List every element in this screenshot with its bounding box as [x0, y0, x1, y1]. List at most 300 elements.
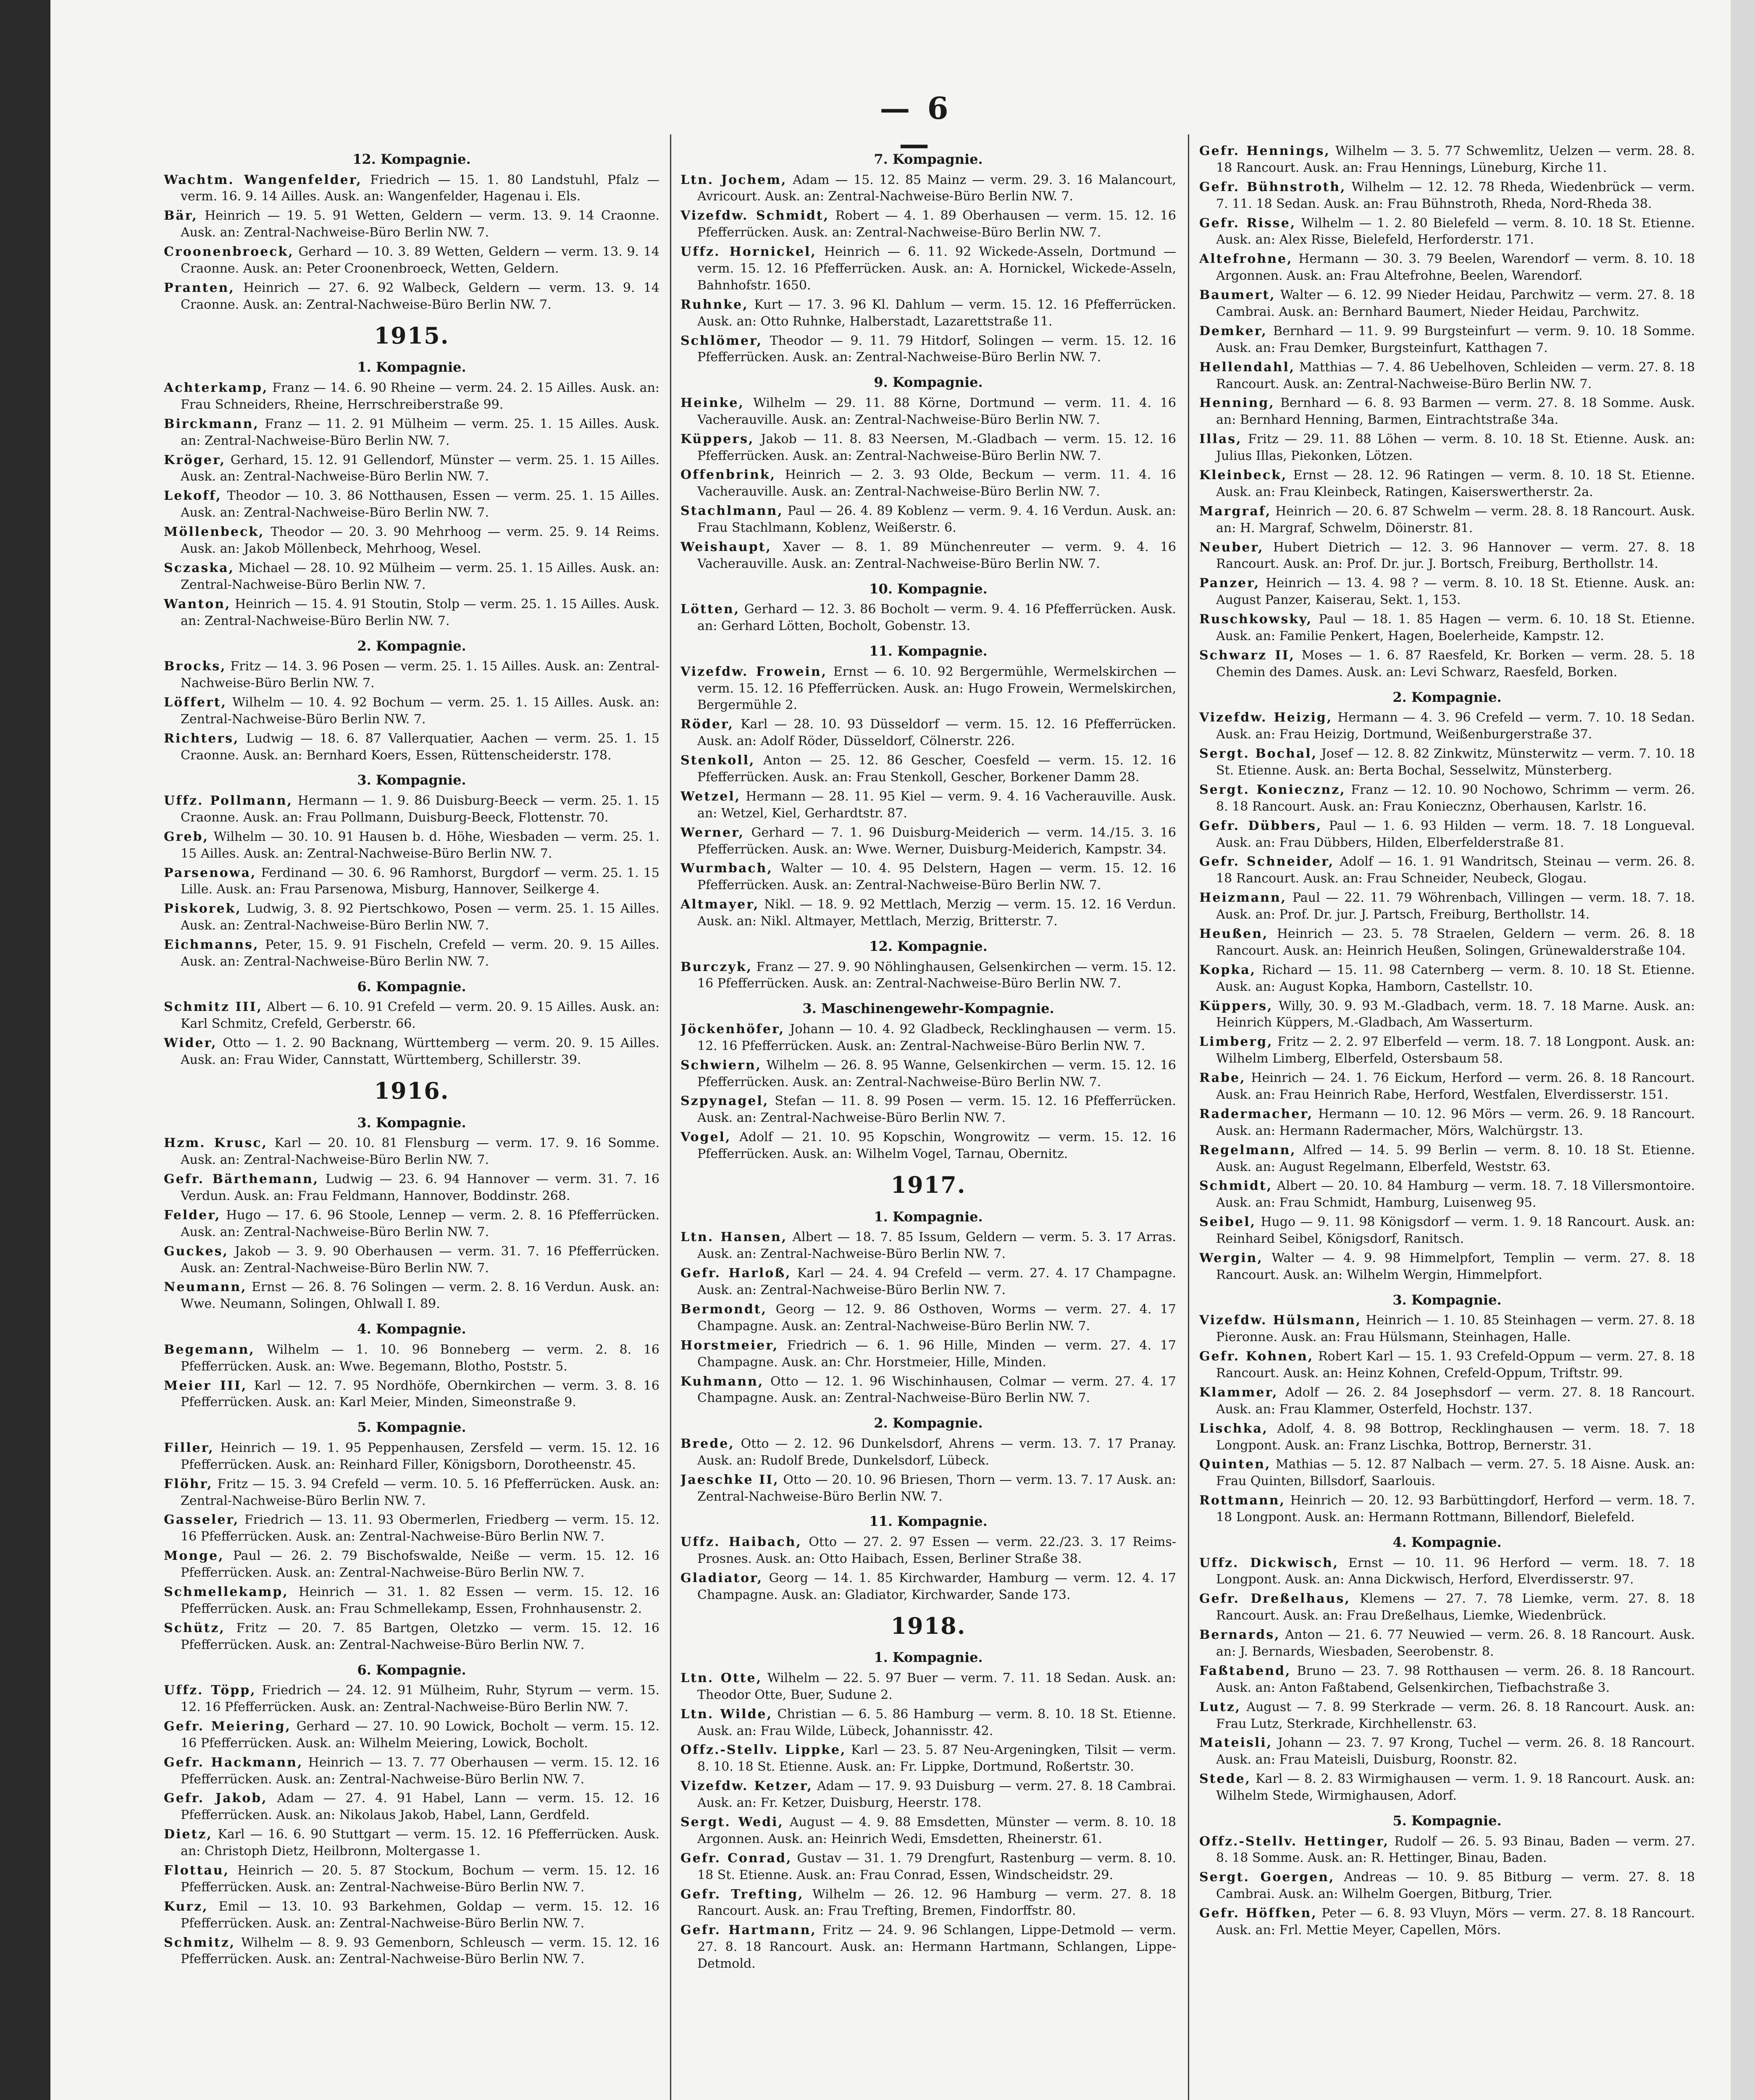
casualty-entry — [680, 1436, 1176, 1469]
casualty-entry — [164, 452, 659, 486]
entry-name: Altmayer, — [680, 897, 759, 912]
entry-details: Emil — 13. 10. 93 Barkehmen, Goldap — verm. 15. 12. 16 Pfefferrücken. Ausk. an: Zentral-Nachweise-Büro Berlin NW. 7. — [181, 1899, 659, 1931]
casualty-entry — [164, 1512, 659, 1545]
casualty-entry — [164, 1243, 659, 1277]
entry-name: Hellendahl, — [1199, 360, 1295, 375]
year-heading: 1915. — [374, 322, 449, 349]
entry-name: Lischka, — [1199, 1421, 1269, 1436]
entry-name: Löffert, — [164, 695, 227, 710]
entry-name: Gefr. Jakob, — [164, 1791, 268, 1806]
entry-details: Christian — 6. 5. 86 Hamburg — verm. 8. 10. 18 St. Etienne. Ausk. an: Frau Wilde, Lübeck, Johannisstr. 42. — [697, 1706, 1176, 1738]
casualty-entry — [1199, 926, 1695, 959]
entry-details: Heinrich — 23. 5. 78 Straelen, Geldern — verm. 26. 8. 18 Rancourt. Ausk. an: Heinrich Heußen, Solingen, Grünewalderstraße 104. — [1216, 926, 1695, 958]
entry-name: Wergin, — [1199, 1250, 1263, 1265]
company-heading: 11. Kompagnie. — [869, 1513, 988, 1530]
entry-name: Gefr. Harloß, — [680, 1266, 791, 1281]
casualty-entry — [680, 1850, 1176, 1884]
company-heading: 10. Kompagnie. — [869, 580, 988, 597]
casualty-entry — [1199, 575, 1695, 609]
entry-details: Fritz — 24. 9. 96 Schlangen, Lippe-Detmold — verm. 27. 8. 18 Rancourt. Ausk. an: Hermann Hartmann, Schlangen, Lippe-Detmold. — [697, 1923, 1176, 1971]
entry-details: Gerhard, 15. 12. 91 Gellendorf, Münster — verm. 25. 1. 15 Ailles. Ausk. an: Zentral-Nachweise-Büro Berlin NW. 7. — [181, 452, 659, 484]
casualty-entry — [164, 1862, 659, 1896]
casualty-entry — [164, 1207, 659, 1241]
entry-details: Otto — 2. 12. 96 Dunkelsdorf, Ahrens — verm. 13. 7. 17 Pranay. Ausk. an: Rudolf Brede, Dunkelsdorf, Lübeck. — [697, 1436, 1176, 1468]
casualty-entry — [680, 172, 1176, 205]
entry-name: Uffz. Hornickel, — [680, 244, 817, 260]
casualty-entry — [164, 694, 659, 728]
casualty-entry — [680, 896, 1176, 930]
casualty-entry — [1199, 1312, 1695, 1346]
casualty-entry — [1199, 1627, 1695, 1660]
entry-name: Croonenbroeck, — [164, 244, 294, 260]
entry-name: Kuhmann, — [680, 1374, 764, 1389]
company-heading: 1. Kompagnie. — [357, 359, 466, 375]
entry-name: Gefr. Bärthemann, — [164, 1172, 319, 1187]
casualty-entry — [680, 1057, 1176, 1091]
entry-details: Wilhelm — 1. 10. 96 Bonneberg — verm. 2. 8. 16 Pfefferrücken. Ausk. an: Wwe. Begemann, Blotho, Poststr. 5. — [181, 1342, 659, 1374]
text-column-1 — [164, 143, 659, 2100]
casualty-entry — [1199, 1384, 1695, 1418]
entry-name: Sergt. Bochal, — [1199, 746, 1318, 761]
casualty-entry — [164, 1440, 659, 1473]
entry-name: Brocks, — [164, 659, 226, 674]
entry-name: Birckmann, — [164, 416, 259, 431]
entry-name: Altefrohne, — [1199, 252, 1293, 267]
casualty-entry — [680, 1229, 1176, 1263]
entry-name: Uffz. Dickwisch, — [1199, 1555, 1339, 1570]
casualty-entry — [164, 1682, 659, 1716]
entry-details: Johann — 23. 7. 97 Krong, Tuchel — verm. 26. 8. 18 Rancourt. Ausk. an: Frau Mateisli, Duisburg, Roonstr. 82. — [1216, 1735, 1695, 1767]
casualty-entry — [164, 900, 659, 934]
casualty-entry — [164, 1718, 659, 1752]
entry-name: Gefr. Hartmann, — [680, 1923, 817, 1938]
entry-details: Fritz — 29. 11. 88 Löhen — verm. 8. 10. 18 St. Etienne. Ausk. an: Julius Illas, Piekonken, Lötzen. — [1216, 432, 1695, 464]
entry-details: Walter — 6. 12. 99 Nieder Heidau, Parchwitz — verm. 27. 8. 18 Cambrai. Ausk. an: Bernhard Baumert, Nieder Heidau, Parchwitz. — [1216, 288, 1695, 320]
casualty-entry — [1199, 539, 1695, 573]
entry-details: Karl — 28. 10. 93 Düsseldorf — verm. 15. 12. 16 Pfefferrücken. Ausk. an: Adolf Röder, Düsseldorf, Cölnerstr. 226. — [697, 717, 1176, 749]
entry-name: Lekoff, — [164, 488, 222, 504]
casualty-entry — [680, 1922, 1176, 1972]
casualty-entry — [164, 999, 659, 1032]
entry-details: Hermann — 4. 3. 96 Crefeld — verm. 7. 10. 18 Sedan. Ausk. an: Frau Heizig, Dortmund, Weißenburgerstraße 37. — [1216, 710, 1695, 742]
entry-details: Friedrich — 24. 12. 91 Mülheim, Ruhr, Styrum — verm. 15. 12. 16 Pfefferrücken. Ausk. an: Zentral-Nachweise-Büro Berlin NW. 7. — [181, 1683, 659, 1714]
entry-details: Matthias — 7. 4. 86 Uebelhoven, Schleiden — verm. 27. 8. 18 Rancourt. Ausk. an: Zentral-Nachweise-Büro Berlin NW. 7. — [1216, 360, 1695, 391]
entry-name: Vizefdw. Ketzer, — [680, 1779, 813, 1794]
casualty-entry — [680, 788, 1176, 822]
casualty-entry — [680, 1778, 1176, 1811]
casualty-entry — [680, 824, 1176, 858]
entry-name: Radermacher, — [1199, 1106, 1314, 1121]
company-heading: 1. Kompagnie. — [874, 1649, 983, 1666]
column-divider — [670, 134, 671, 2100]
entry-details: Heinrich — 15. 4. 91 Stoutin, Stolp — verm. 25. 1. 15 Ailles. Ausk. an: Zentral-Nachweise-Büro Berlin NW. 7. — [181, 596, 659, 628]
entry-name: Uffz. Haibach, — [680, 1534, 802, 1549]
casualty-entry — [680, 207, 1176, 241]
entry-details: Klemens — 27. 7. 78 Liemke, verm. 27. 8. 18 Rancourt. Ausk. an: Frau Dreßelhaus, Liemke, Wiedenbrück. — [1216, 1591, 1695, 1623]
entry-name: Gefr. Kohnen, — [1199, 1349, 1314, 1364]
entry-name: Szpynagel, — [680, 1094, 769, 1109]
entry-details: August — 4. 9. 88 Emsdetten, Münster — verm. 8. 10. 18 Argonnen. Ausk. an: Heinrich Wedi, Emsdetten, Rheinerstr. 61. — [697, 1815, 1176, 1846]
entry-name: Filler, — [164, 1440, 214, 1455]
entry-details: Karl — 24. 4. 94 Crefeld — verm. 27. 4. 17 Champagne. Ausk. an: Zentral-Nachweise-Büro Berlin NW. 7. — [697, 1266, 1176, 1298]
entry-details: Willy, 30. 9. 93 M.-Gladbach, verm. 18. 7. 18 Marne. Ausk. an: Heinrich Küppers, M.-Gladbach, Am Wasserturm. — [1216, 998, 1695, 1030]
entry-name: Heinke, — [680, 395, 744, 410]
entry-name: Sergt. Goergen, — [1199, 1870, 1335, 1885]
casualty-entry — [1199, 1591, 1695, 1624]
entry-name: Guckes, — [164, 1244, 229, 1259]
entry-name: Bär, — [164, 208, 198, 223]
casualty-entry — [1199, 143, 1695, 176]
entry-name: Margraf, — [1199, 504, 1272, 519]
casualty-entry — [1199, 359, 1695, 393]
entry-name: Rottmann, — [1199, 1493, 1285, 1508]
entry-name: Gladiator, — [680, 1570, 763, 1586]
entry-name: Felder, — [164, 1208, 221, 1223]
entry-name: Baumert, — [1199, 288, 1276, 303]
entry-name: Möllenbeck, — [164, 525, 265, 540]
entry-details: Bernhard — 6. 8. 93 Barmen — verm. 27. 8. 18 Somme. Ausk. an: Bernhard Henning, Barmen, Eintrachtstraße 34a. — [1216, 396, 1695, 428]
casualty-entry — [680, 1301, 1176, 1335]
casualty-entry — [1199, 287, 1695, 320]
entry-name: Neumann, — [164, 1280, 247, 1295]
entry-name: Quinten, — [1199, 1457, 1271, 1472]
entry-details: Wilhelm — 29. 11. 88 Körne, Dortmund — verm. 11. 4. 16 Vacherauville. Ausk. an: Zentral-Nachweise-Büro Berlin NW. 7. — [697, 395, 1176, 427]
entry-details: Heinrich — 31. 1. 82 Essen — verm. 15. 12. 16 Pfefferrücken. Ausk. an: Frau Schmellekamp, Essen, Frohnhausenstr. 2. — [181, 1585, 659, 1616]
casualty-entry — [164, 1754, 659, 1788]
entry-name: Gefr. Hackmann, — [164, 1755, 303, 1770]
entry-name: Piskorek, — [164, 901, 242, 916]
casualty-entry — [680, 1129, 1176, 1163]
entry-name: Sczaska, — [164, 560, 234, 575]
casualty-entry — [680, 959, 1176, 992]
entry-name: Achterkamp, — [164, 381, 268, 396]
entry-details: Rudolf — 26. 5. 93 Binau, Baden — verm. 27. 8. 18 Somme. Ausk. an: R. Hettinger, Binau, Baden. — [1216, 1834, 1695, 1866]
entry-name: Gefr. Risse, — [1199, 215, 1296, 231]
entry-name: Gefr. Bühnstroth, — [1199, 179, 1346, 194]
company-heading: 12. Kompagnie. — [352, 151, 471, 167]
entry-details: Otto — 12. 1. 96 Wischinhausen, Colmar — verm. 27. 4. 17 Champagne. Ausk. an: Zentral-Nachweise-Büro Berlin NW. 7. — [697, 1374, 1176, 1406]
entry-details: Wilhelm — 30. 10. 91 Hausen b. d. Höhe, Wiesbaden — verm. 25. 1. 15 Ailles. Ausk. an: Zentral-Nachweise-Büro Berlin NW. 7. — [181, 829, 659, 861]
entry-details: Ferdinand — 30. 6. 96 Ramhorst, Burgdorf — verm. 25. 1. 15 Lille. Ausk. an: Frau Parsenowa, Misburg, Hannover, Seilkerge 4. — [181, 865, 659, 897]
entry-details: Hugo — 17. 6. 96 Stoole, Lennep — verm. 2. 8. 16 Pfefferrücken. Ausk. an: Zentral-Nachweise-Büro Berlin NW. 7. — [181, 1208, 659, 1239]
entry-details: Franz — 14. 6. 90 Rheine — verm. 24. 2. 15 Ailles. Ausk. an: Frau Schneiders, Rheine, Herrschreiberstraße 99. — [181, 381, 659, 412]
entry-details: Gerhard — 12. 3. 86 Bocholt — verm. 9. 4. 16 Pfefferrücken. Ausk. an: Gerhard Lötten, Bocholt, Gobenstr. 13. — [697, 602, 1176, 634]
casualty-entry — [1199, 890, 1695, 923]
column-divider — [1188, 134, 1189, 2100]
entry-name: Stachlmann, — [680, 504, 783, 519]
entry-details: Heinrich — 1. 10. 85 Steinhagen — verm. 27. 8. 18 Pieronne. Ausk. an: Frau Hülsmann, Steinhagen, Halle. — [1216, 1313, 1695, 1345]
company-heading: 3. Kompagnie. — [357, 772, 466, 788]
casualty-entry — [680, 1337, 1176, 1371]
entry-name: Gefr. Höffken, — [1199, 1906, 1317, 1921]
casualty-entry — [164, 829, 659, 862]
casualty-entry — [1199, 709, 1695, 743]
entry-details: Ernst — 10. 11. 96 Herford — verm. 18. 7. 18 Longpont. Ausk. an: Anna Dickwisch, Herford, Elverdisserstr. 97. — [1216, 1555, 1695, 1587]
entry-details: Mathias — 5. 12. 87 Nalbach — verm. 27. 5. 18 Aisne. Ausk. an: Frau Quinten, Billsdorf, Saarlouis. — [1216, 1457, 1695, 1489]
year-heading: 1918. — [891, 1612, 966, 1639]
casualty-entry — [680, 716, 1176, 750]
entry-name: Kröger, — [164, 452, 226, 467]
entry-name: Jaeschke II, — [680, 1472, 779, 1487]
entry-name: Offz.-Stellv. Hettinger, — [1199, 1834, 1390, 1849]
company-heading: 1. Kompagnie. — [874, 1208, 983, 1225]
entry-details: Bruno — 23. 7. 98 Rotthausen — verm. 26. 8. 18 Rancourt. Ausk. an: Anton Faßtabend, Gelsenkirchen, Tiefbachstraße 3. — [1216, 1663, 1695, 1695]
casualty-entry — [1199, 647, 1695, 681]
casualty-entry — [680, 752, 1176, 786]
casualty-entry — [164, 1171, 659, 1205]
casualty-entry — [680, 539, 1176, 572]
entry-name: Schwarz II, — [1199, 648, 1295, 663]
entry-details: Jakob — 3. 9. 90 Oberhausen — verm. 31. 7. 16 Pfefferrücken. Ausk. an: Zentral-Nachweise-Büro Berlin NW. 7. — [181, 1244, 659, 1276]
entry-name: Kurz, — [164, 1899, 208, 1914]
entry-name: Rabe, — [1199, 1071, 1246, 1086]
entry-name: Vizefdw. Hülsmann, — [1199, 1313, 1362, 1328]
entry-name: Lötten, — [680, 602, 740, 617]
entry-name: Wurmbach, — [680, 861, 773, 876]
entry-details: Heinrich — 20. 12. 93 Barbüttingdorf, Herford — verm. 18. 7. 18 Longpont. Ausk. an: Hermann Rottmann, Billendorf, Bielefeld. — [1216, 1493, 1695, 1525]
entry-details: Ernst — 6. 10. 92 Bergermühle, Wermelskirchen — verm. 15. 12. 16 Pfefferrücken. Ausk. an: Hugo Frowein, Wermelskirchen, Bergermühle 2. — [697, 664, 1176, 713]
casualty-entry — [1199, 1142, 1695, 1176]
entry-name: Brede, — [680, 1436, 735, 1451]
casualty-entry — [164, 380, 659, 413]
casualty-entry — [680, 1472, 1176, 1505]
casualty-entry — [164, 244, 659, 277]
entry-name: Gefr. Conrad, — [680, 1851, 792, 1866]
entry-name: Ruschkowsky, — [1199, 612, 1313, 627]
casualty-entry — [680, 395, 1176, 428]
entry-details: Wilhelm — 26. 8. 95 Wanne, Gelsenkirchen — verm. 15. 12. 16 Pfefferrücken. Ausk. an: Zentral-Nachweise-Büro Berlin NW. 7. — [697, 1058, 1176, 1089]
entry-name: Wider, — [164, 1036, 217, 1051]
entry-name: Bermondt, — [680, 1302, 767, 1317]
casualty-entry — [1199, 323, 1695, 357]
entry-name: Schütz, — [164, 1620, 225, 1635]
entry-details: Hugo — 9. 11. 98 Königsdorf — verm. 1. 9. 18 Rancourt. Ausk. an: Reinhard Seibel, Königsdorf, Ranitsch. — [1216, 1215, 1695, 1247]
entry-details: Theodor — 20. 3. 90 Mehrhoog — verm. 25. 9. 14 Reims. Ausk. an: Jakob Möllenbeck, Mehrhoog, Wesel. — [181, 525, 659, 556]
entry-details: Karl — 16. 6. 90 Stuttgart — verm. 15. 12. 16 Pfefferrücken. Ausk. an: Christoph Dietz, Heilbronn, Moltergasse 1. — [181, 1827, 659, 1859]
entry-name: Vizefdw. Schmidt, — [680, 208, 830, 223]
casualty-entry — [680, 1670, 1176, 1704]
casualty-entry — [680, 1093, 1176, 1126]
entry-name: Schmitz, — [164, 1935, 236, 1950]
casualty-entry — [1199, 1178, 1695, 1211]
entry-details: Adolf — 21. 10. 95 Kopschin, Wongrowitz — verm. 15. 12. 16 Pfefferrücken. Ausk. an: Wilhelm Vogel, Tarnau, Obernitz. — [697, 1130, 1176, 1162]
company-heading: 2. Kompagnie. — [874, 1415, 983, 1431]
casualty-entry — [680, 1021, 1176, 1055]
entry-details: Otto — 27. 2. 97 Essen — verm. 22./23. 3. 17 Reims-Prosnes. Ausk. an: Otto Haibach, Essen, Berliner Straße 38. — [697, 1534, 1176, 1566]
company-heading: 3. Kompagnie. — [1392, 1292, 1502, 1308]
casualty-entry — [1199, 431, 1695, 465]
entry-name: Schwiern, — [680, 1058, 762, 1073]
entry-name: Weishaupt, — [680, 540, 772, 555]
entry-name: Vizefdw. Frowein, — [680, 664, 828, 679]
casualty-entry — [164, 1620, 659, 1654]
casualty-entry — [1199, 1106, 1695, 1139]
entry-details: Otto — 20. 10. 96 Briesen, Thorn — verm. 13. 7. 17 Ausk. an: Zentral-Nachweise-Büro Berlin NW. 7. — [697, 1472, 1176, 1504]
entry-details: Franz — 12. 10. 90 Nochowo, Schrimm — verm. 26. 8. 18 Rancourt. Ausk. an: Frau Koniecznz, Oberhausen, Karlstr. 16. — [1216, 782, 1695, 814]
casualty-entry — [164, 1548, 659, 1581]
casualty-entry — [1199, 1070, 1695, 1103]
entry-name: Eichmanns, — [164, 937, 259, 953]
entry-name: Wanton, — [164, 596, 231, 612]
entry-details: Ernst — 26. 8. 76 Solingen — verm. 2. 8. 16 Verdun. Ausk. an: Wwe. Neumann, Solingen, Ohlwall I. 89. — [181, 1280, 659, 1312]
entry-name: Uffz. Pollmann, — [164, 793, 293, 808]
entry-details: Heinrich — 2. 3. 93 Olde, Beckum — verm. 11. 4. 16 Vacherauville. Ausk. an: Zentral-Nachweise-Büro Berlin NW. 7. — [697, 467, 1176, 499]
entry-name: Ltn. Wilde, — [680, 1706, 773, 1722]
casualty-entry — [1199, 215, 1695, 249]
casualty-entry — [1199, 251, 1695, 284]
casualty-entry — [1199, 1348, 1695, 1382]
casualty-entry — [1199, 853, 1695, 887]
entry-details: Paul — 26. 4. 89 Koblenz — verm. 9. 4. 16 Verdun. Ausk. an: Frau Stachlmann, Koblenz, Weißerstr. 6. — [697, 504, 1176, 536]
entry-details: Peter — 6. 8. 93 Vluyn, Mörs — verm. 27. 8. 18 Rancourt. Ausk. an: Frl. Mettie Meyer, Capellen, Mörs. — [1216, 1906, 1695, 1938]
casualty-entry — [164, 1790, 659, 1824]
casualty-entry — [164, 1378, 659, 1411]
entry-details: Karl — 23. 5. 87 Neu-Argeningken, Tilsit — verm. 8. 10. 18 St. Etienne. Ausk. an: Fr. Lippke, Dortmund, Roßertstr. 30. — [697, 1743, 1176, 1774]
casualty-entry — [680, 1886, 1176, 1920]
entry-details: Ernst — 28. 12. 96 Ratingen — verm. 8. 10. 18 St. Etienne. Ausk. an: Frau Kleinbeck, Ratingen, Kaiserswertherstr. 2a. — [1216, 468, 1695, 499]
entry-name: Begemann, — [164, 1342, 255, 1357]
entry-name: Hzm. Krusc, — [164, 1136, 268, 1151]
casualty-entry — [1199, 467, 1695, 501]
entry-details: Gerhard — 10. 3. 89 Wetten, Geldern — verm. 13. 9. 14 Craonne. Ausk. an: Peter Croonenbroeck, Wetten, Geldern. — [181, 244, 659, 276]
entry-name: Gefr. Meiering, — [164, 1719, 291, 1734]
entry-name: Panzer, — [1199, 576, 1260, 591]
entry-name: Regelmann, — [1199, 1142, 1296, 1158]
entry-details: Paul — 22. 11. 79 Wöhrenbach, Villingen — verm. 18. 7. 18. Ausk. an: Prof. Dr. jur. J. Partsch, Freiburg, Berthollstr. 14. — [1216, 890, 1695, 922]
entry-name: Illas, — [1199, 432, 1242, 447]
casualty-entry — [164, 865, 659, 898]
entry-name: Greb, — [164, 829, 209, 844]
casualty-entry — [1199, 782, 1695, 815]
entry-details: Heinrich — 27. 6. 92 Walbeck, Geldern — verm. 13. 9. 14 Craonne. Ausk. an: Zentral-Nachweise-Büro Berlin NW. 7. — [181, 280, 659, 312]
entry-name: Meier III, — [164, 1378, 247, 1393]
entry-name: Schmidt, — [1199, 1179, 1273, 1194]
casualty-entry — [1199, 1492, 1695, 1526]
entry-details: Anton — 21. 6. 77 Neuwied — verm. 26. 8. 18 Rancourt. Ausk. an: J. Bernards, Wiesbaden, Seerobenstr. 8. — [1216, 1628, 1695, 1659]
entry-name: Röder, — [680, 717, 734, 732]
entry-details: Stefan — 11. 8. 99 Posen — verm. 15. 12. 16 Pfefferrücken. Ausk. an: Zentral-Nachweise-Büro Berlin NW. 7. — [697, 1094, 1176, 1126]
casualty-entry — [164, 937, 659, 970]
casualty-entry — [1199, 1699, 1695, 1732]
entry-name: Küppers, — [680, 431, 754, 446]
entry-details: Alfred — 14. 5. 99 Berlin — verm. 8. 10. 18 St. Etienne. Ausk. an: August Regelmann, Elberfeld, Weststr. 63. — [1216, 1142, 1695, 1174]
entry-details: Heinrich — 13. 7. 77 Oberhausen — verm. 15. 12. 16 Pfefferrücken. Ausk. an: Zentral-Nachweise-Büro Berlin NW. 7. — [181, 1755, 659, 1787]
casualty-entry — [164, 488, 659, 521]
casualty-entry — [1199, 1250, 1695, 1284]
casualty-entry — [164, 207, 659, 241]
entry-name: Lutz, — [1199, 1699, 1241, 1714]
casualty-entry — [164, 730, 659, 764]
casualty-entry — [1199, 1456, 1695, 1490]
entry-name: Faßtabend, — [1199, 1663, 1291, 1678]
entry-name: Heizmann, — [1199, 890, 1287, 906]
casualty-entry — [680, 860, 1176, 894]
entry-details: Heinrich — 24. 1. 76 Eickum, Herford — verm. 26. 8. 18 Rancourt. Ausk. an: Frau Heinrich Rabe, Herford, Westfalen, Elverdisserstr. 151. — [1216, 1071, 1695, 1102]
casualty-entry — [680, 467, 1176, 500]
entry-name: Ltn. Hansen, — [680, 1230, 788, 1245]
entry-details: Bernhard — 11. 9. 99 Burgsteinfurt — verm. 9. 10. 18 Somme. Ausk. an: Frau Demker, Burgsteinfurt, Katthagen 7. — [1216, 323, 1695, 355]
entry-details: Paul — 18. 1. 85 Hagen — verm. 6. 10. 18 St. Etienne. Ausk. an: Familie Penkert, Hagen, Boelerheide, Kampstr. 12. — [1216, 612, 1695, 644]
entry-details: Albert — 18. 7. 85 Issum, Geldern — verm. 5. 3. 17 Arras. Ausk. an: Zentral-Nachweise-Büro Berlin NW. 7. — [697, 1230, 1176, 1262]
casualty-entry — [1199, 179, 1695, 213]
entry-name: Wetzel, — [680, 789, 741, 804]
casualty-entry — [164, 560, 659, 593]
entry-details: Georg — 14. 1. 85 Kirchwarder, Hamburg — verm. 12. 4. 17 Champagne. Ausk. an: Gladiator, Kirchwarder, Sande 173. — [697, 1570, 1176, 1602]
entry-details: Hubert Dietrich — 12. 3. 96 Hannover — verm. 27. 8. 18 Rancourt. Ausk. an: Prof. Dr. jur. J. Bortsch, Freiburg, Berthollstr. 14. — [1216, 540, 1695, 572]
entry-details: Adam — 27. 4. 91 Habel, Lann — verm. 15. 12. 16 Pfefferrücken. Ausk. an: Nikolaus Jakob, Habel, Lann, Gerdfeld. — [181, 1791, 659, 1823]
casualty-entry — [1199, 998, 1695, 1032]
casualty-entry — [680, 601, 1176, 635]
entry-name: Flöhr, — [164, 1476, 213, 1491]
entry-name: Gefr. Trefting, — [680, 1887, 804, 1902]
casualty-entry — [1199, 1214, 1695, 1247]
company-heading: 9. Kompagnie. — [874, 374, 983, 391]
company-heading: 4. Kompagnie. — [1392, 1534, 1502, 1550]
company-heading: 3. Maschinengewehr-Kompagnie. — [802, 1000, 1054, 1017]
entry-details: Adam — 17. 9. 93 Duisburg — verm. 27. 8. 18 Cambrai. Ausk. an: Fr. Ketzer, Duisburg, Heerstr. 178. — [697, 1779, 1176, 1811]
entry-name: Schmitz III, — [164, 1000, 263, 1015]
entry-name: Horstmeier, — [680, 1338, 779, 1353]
casualty-entry — [164, 1584, 659, 1617]
casualty-entry — [1199, 611, 1695, 645]
entry-name: Vogel, — [680, 1130, 731, 1145]
entry-name: Jöckenhöfer, — [680, 1021, 785, 1037]
entry-details: Theodor — 9. 11. 79 Hitdorf, Solingen — verm. 15. 12. 16 Pfefferrücken. Ausk. an: Zentral-Nachweise-Büro Berlin NW. 7. — [697, 333, 1176, 365]
entry-name: Limberg, — [1199, 1034, 1273, 1050]
casualty-entry — [680, 664, 1176, 714]
entry-name: Kleinbeck, — [1199, 468, 1287, 483]
entry-name: Uffz. Töpp, — [164, 1683, 256, 1698]
entry-details: Andreas — 10. 9. 85 Bitburg — verm. 27. 8. 18 Cambrai. Ausk. an: Wilhelm Goergen, Bitburg, Trier. — [1216, 1870, 1695, 1902]
entry-details: Richard — 15. 11. 98 Caternberg — verm. 8. 10. 18 St. Etienne. Ausk. an: August Kopka, Hamborn, Castellstr. 10. — [1216, 962, 1695, 994]
entry-details: Theodor — 10. 3. 86 Notthausen, Essen — verm. 25. 1. 15 Ailles. Ausk. an: Zentral-Nachweise-Büro Berlin NW. 7. — [181, 488, 659, 520]
entry-details: Fritz — 20. 7. 85 Bartgen, Oletzko — verm. 15. 12. 16 Pfefferrücken. Ausk. an: Zentral-Nachweise-Büro Berlin NW. 7. — [181, 1620, 659, 1652]
casualty-entry — [1199, 1869, 1695, 1903]
casualty-entry — [1199, 503, 1695, 537]
entry-details: Wilhelm — 26. 12. 96 Hamburg — verm. 27. 8. 18 Rancourt. Ausk. an: Frau Trefting, Bremen, Findorffstr. 80. — [697, 1887, 1176, 1919]
entry-details: Adolf, 4. 8. 98 Bottrop, Recklinghausen — verm. 18. 7. 18 Longpont. Ausk. an: Franz Lischka, Bottrop, Bernerstr. 31. — [1216, 1421, 1695, 1453]
entry-name: Gefr. Schneider, — [1199, 854, 1335, 869]
entry-name: Offenbrink, — [680, 467, 776, 483]
entry-name: Sergt. Koniecznz, — [1199, 782, 1346, 797]
entry-details: Franz — 27. 9. 90 Nöhlinghausen, Gelsenkirchen — verm. 15. 12. 16 Pfefferrücken. Ausk. an: Zentral-Nachweise-Büro Berlin NW. 7. — [697, 959, 1176, 991]
entry-details: Heinrich — 19. 1. 95 Peppenhausen, Zersfeld — verm. 15. 12. 16 Pfefferrücken. Ausk. an: Reinhard Filler, Königsborn, Dorotheenstr. 45. — [181, 1440, 659, 1472]
text-column-3 — [1199, 143, 1695, 2100]
entry-name: Monge, — [164, 1549, 224, 1564]
casualty-entry — [164, 596, 659, 630]
entry-name: Gefr. Hennings, — [1199, 144, 1330, 158]
company-heading: 5. Kompagnie. — [1392, 1813, 1502, 1829]
casualty-entry — [680, 503, 1176, 536]
entry-name: Seibel, — [1199, 1215, 1256, 1230]
casualty-entry — [1199, 1771, 1695, 1804]
casualty-entry — [680, 1742, 1176, 1775]
casualty-entry — [680, 1706, 1176, 1740]
entry-name: Gefr. Dübbers, — [1199, 818, 1322, 833]
entry-details: Heinrich — 19. 5. 91 Wetten, Geldern — verm. 13. 9. 14 Craonne. Ausk. an: Zentral-Nachweise-Büro Berlin NW. 7. — [181, 208, 659, 240]
entry-details: Fritz — 2. 2. 97 Elberfeld — verm. 18. 7. 18 Longpont. Ausk. an: Wilhelm Limberg, Elberfeld, Ostersbaum 58. — [1216, 1034, 1695, 1066]
entry-name: Henning, — [1199, 396, 1275, 411]
entry-details: Michael — 28. 10. 92 Mülheim — verm. 25. 1. 15 Ailles. Ausk. an: Zentral-Nachweise-Büro Berlin NW. 7. — [181, 560, 659, 592]
casualty-entry — [1199, 1034, 1695, 1067]
entry-details: Wilhelm — 8. 9. 93 Gemenborn, Schleusch — verm. 15. 12. 16 Pfefferrücken. Ausk. an: Zentral-Nachweise-Büro Berlin NW. 7. — [181, 1935, 659, 1967]
entry-details: Kurt — 17. 3. 96 Kl. Dahlum — verm. 15. 12. 16 Pfefferrücken. Ausk. an: Otto Ruhnke, Halberstadt, Lazarettstraße 11. — [697, 297, 1176, 329]
entry-details: Gustav — 31. 1. 79 Drengfurt, Rastenburg — verm. 8. 10. 18 St. Etienne. Ausk. an: Frau Conrad, Essen, Windscheidstr. 29. — [697, 1851, 1176, 1882]
entry-name: Ruhnke, — [680, 297, 749, 312]
entry-details: Karl — 12. 7. 95 Nordhöfe, Obernkirchen — verm. 3. 8. 16 Pfefferrücken. Ausk. an: Karl Meier, Minden, Simeonstraße 9. — [181, 1378, 659, 1410]
scan-border-right — [1731, 0, 1755, 2100]
entry-details: Johann — 10. 4. 92 Gladbeck, Recklinghausen — verm. 15. 12. 16 Pfefferrücken. Ausk. an: Zentral-Nachweise-Büro Berlin NW. 7. — [697, 1021, 1176, 1053]
